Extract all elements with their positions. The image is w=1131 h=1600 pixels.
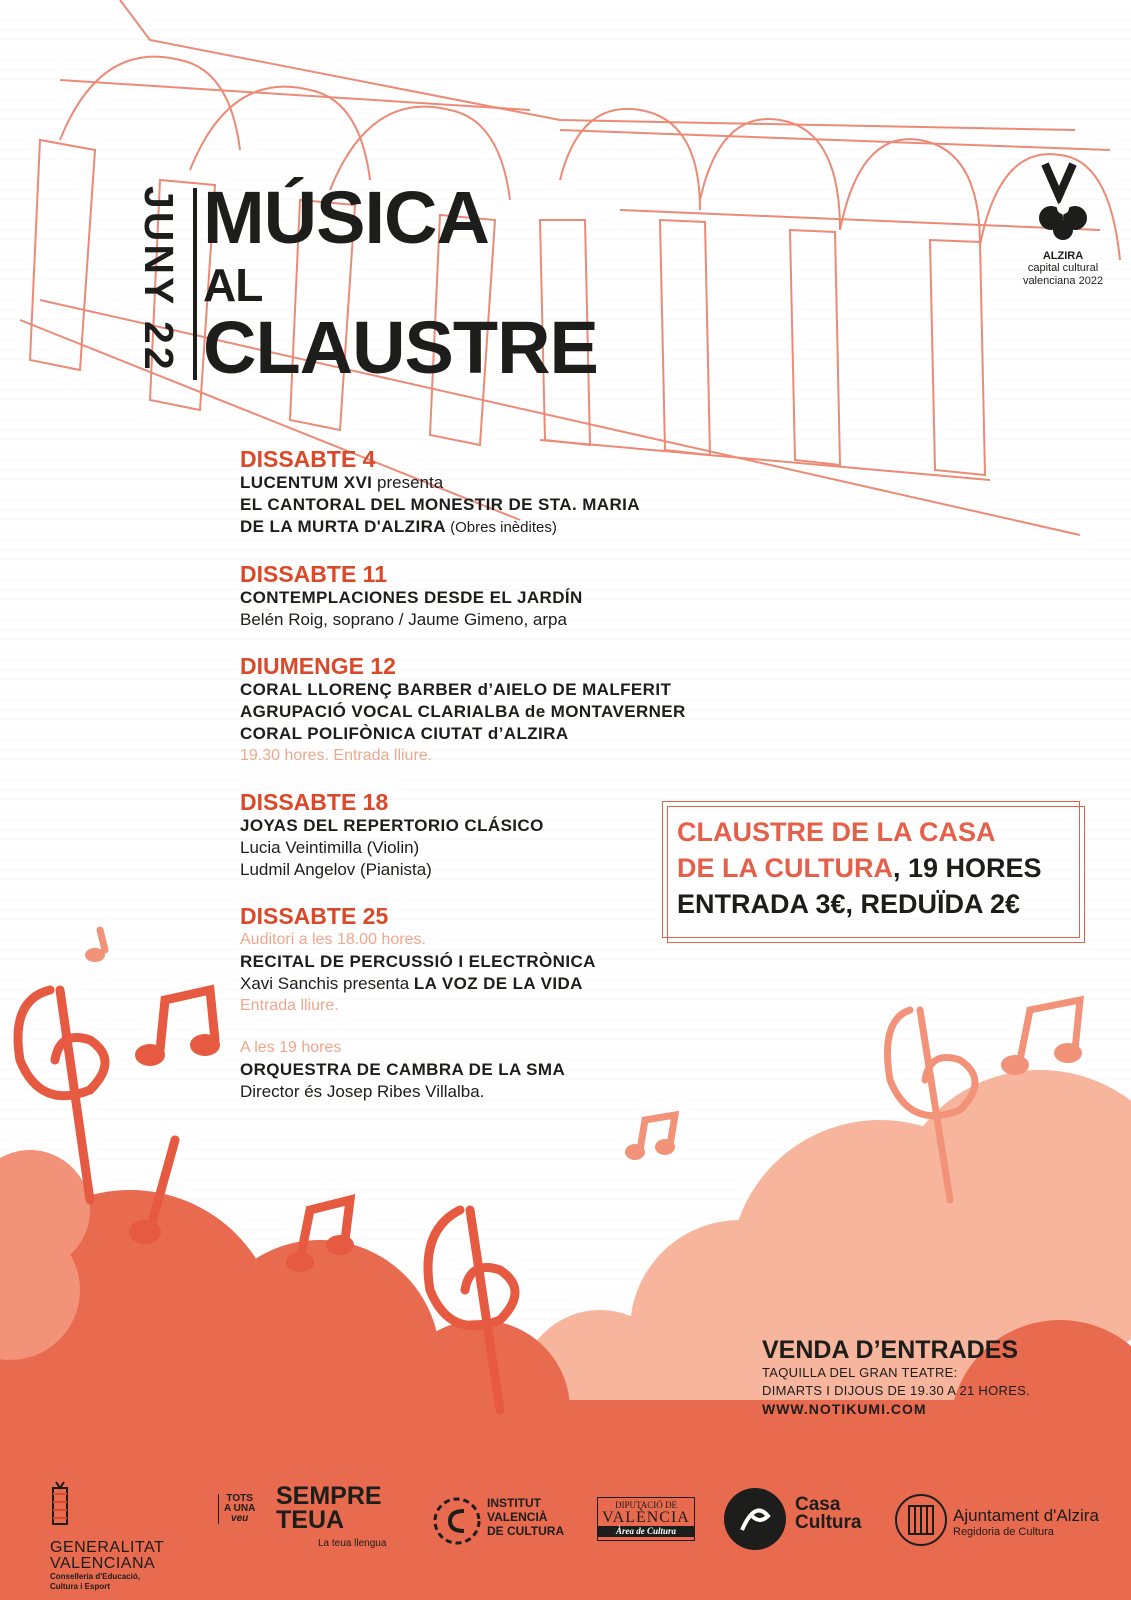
event-day: DISSABTE 4 [240, 446, 376, 472]
sempre-teua-logo [276, 1484, 386, 1556]
event-item [240, 446, 760, 539]
ajuntament-logo [953, 1508, 1099, 1540]
tots-line-2: A UNA [224, 1503, 256, 1514]
gv-name-1: GENERALITAT [50, 1539, 165, 1556]
casa-line-1: Casa [795, 1494, 841, 1515]
event-day: DISSABTE 18 [240, 789, 389, 815]
casa-line-2: Cultura [795, 1512, 862, 1533]
ivc-line-2: VALENCIÀ [487, 1510, 548, 1524]
event-performer: Ludmil Angelov (Pianista) [240, 860, 432, 879]
ticket-info [762, 1336, 1030, 1418]
sempre-line-1: SEMPRE [276, 1482, 382, 1510]
event-title: DE LA MURTA D'ALZIRA [240, 517, 446, 536]
event-ensemble: LUCENTUM XVI [240, 473, 373, 492]
event-ensemble: AGRUPACIÓ VOCAL CLARIALBA de MONTAVERNER [240, 702, 686, 721]
gv-name-2: VALENCIANA [50, 1555, 156, 1572]
event-day: DISSABTE 11 [240, 561, 387, 587]
event-performer: Lucia Veintimilla (Violin) [240, 838, 420, 857]
event-performers: Belén Roig, soprano / Jaume Gimeno, arpa [240, 610, 567, 629]
event-text: Xavi Sanchis presenta [240, 974, 414, 993]
dip-line-1: DIPUTACIÓ DE [614, 1500, 678, 1510]
sempre-tagline: La teua llengua [318, 1538, 387, 1549]
event-time-note: A les 19 hores [240, 1039, 342, 1056]
venue-place: DE LA CULTURA [677, 853, 893, 883]
event-title: RECITAL DE PERCUSSIÓ I ELECTRÒNICA [240, 952, 596, 971]
ivc-line-3: DE CULTURA [487, 1524, 565, 1538]
event-ensemble: ORQUESTRA DE CAMBRA DE LA SMA [240, 1060, 566, 1079]
dip-line-3: Àrea de Cultura [598, 1526, 694, 1537]
venue-prices: ENTRADA 3€, REDUÏDA 2€ [677, 889, 1021, 919]
event-time-note: 19.30 hores. Entrada lliure. [240, 747, 433, 764]
casa-cultura-logo [795, 1496, 862, 1532]
ivc-logo [487, 1496, 564, 1538]
venue-box [662, 801, 1080, 938]
tots-line-1: TOTS [226, 1493, 253, 1504]
tots-line-3: veu [231, 1513, 249, 1524]
gv-dept-1: Conselleria d'Educació, [50, 1572, 140, 1581]
event-day: DISSABTE 25 [240, 903, 389, 929]
tickets-box-office: TAQUILLA DEL GRAN TEATRE: [762, 1365, 958, 1380]
alzira-crest-icon [893, 1492, 949, 1548]
event-program [240, 446, 760, 1125]
ajunt-line-1: Ajuntament d'Alzira [953, 1506, 1099, 1525]
event-note: (Obres inèdites) [445, 519, 557, 536]
event-day: DIUMENGE 12 [240, 653, 396, 679]
title-line-2: AL [203, 259, 263, 311]
tickets-hours: DIMARTS I DIJOUS DE 19.30 A 21 HORES. [762, 1383, 1031, 1398]
alzira-name: ALZIRA [1042, 250, 1084, 262]
event-director: Director és Josep Ribes Villalba. [240, 1082, 485, 1101]
event-ensemble: CORAL LLORENÇ BARBER d’AIELO DE MALFERIT [240, 680, 672, 699]
gv-dept-2: Cultura i Esport [50, 1582, 111, 1591]
venue-text [677, 814, 1042, 922]
event-title: EL CANTORAL DEL MONESTIR DE STA. MARIA [240, 495, 640, 514]
alzira-symbol-icon [1033, 160, 1093, 244]
title-line-3: CLAUSTRE [203, 306, 598, 389]
event-title: LA VOZ DE LA VIDA [413, 974, 583, 993]
generalitat-shield-icon [50, 1480, 72, 1540]
event-title: CONTEMPLACIONES DESDE EL JARDÍN [240, 588, 583, 607]
title-divider [193, 188, 197, 380]
venue-line-1: CLAUSTRE DE LA CASA [677, 817, 996, 847]
generalitat-logo [50, 1480, 164, 1592]
alzira-capital-logo [1008, 160, 1118, 288]
event-title: JOYAS DEL REPERTORIO CLÁSICO [240, 816, 544, 835]
tickets-heading: VENDA D’ENTRADES [762, 1336, 1019, 1364]
event-entry-note: Entrada lliure. [240, 997, 339, 1014]
dip-line-2: VALÈNCIA [602, 1509, 690, 1526]
tickets-url-link[interactable]: WWW.NOTIKUMI.COM [762, 1401, 927, 1417]
title-line-1: MÚSICA [203, 176, 489, 259]
event-time-note: Auditori a les 18.00 hores. [240, 931, 426, 948]
alzira-subtitle-1: capital cultural [1027, 262, 1099, 274]
month-label: JUNY 22 [136, 186, 182, 373]
ivc-circle-icon [432, 1496, 482, 1546]
event-text: presenta [372, 473, 444, 492]
sempre-line-2: TEUA [276, 1506, 345, 1534]
ajunt-line-2: Regidoria de Cultura [953, 1526, 1054, 1538]
diputacio-logo [597, 1497, 695, 1541]
event-item [240, 561, 760, 631]
alzira-subtitle-2: valenciana 2022 [1022, 275, 1104, 287]
tots-a-una-veu-logo [218, 1494, 255, 1524]
venue-time: , 19 HORES [892, 853, 1042, 883]
ivc-line-1: INSTITUT [487, 1496, 541, 1510]
event-ensemble: CORAL POLIFÒNICA CIUTAT d’ALZIRA [240, 724, 569, 743]
event-item [240, 653, 760, 767]
casa-cultura-icon [722, 1486, 788, 1552]
